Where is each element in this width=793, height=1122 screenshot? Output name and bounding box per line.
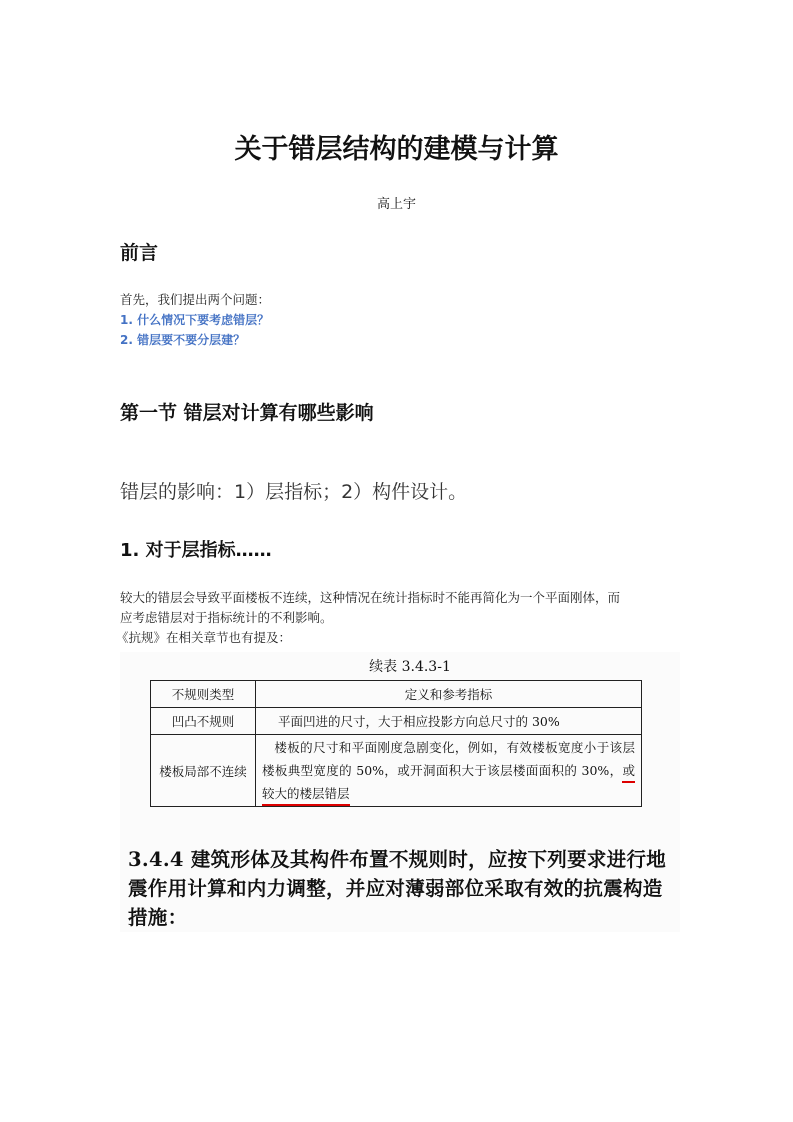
irregularity-table [150,680,642,807]
clause-line: 震作用计算和内力调整，并应对薄弱部位采取有效的抗震构造 [128,877,663,900]
table-cell: 凹凸不规则 [151,708,256,735]
clause-line: 3.4.4 建筑形体及其构件布置不规则时，应按下列要求进行地 [128,848,667,871]
table-cell [256,735,642,807]
clause-line: 措施： [128,906,188,929]
document-title: 关于错层结构的建模与计算 [234,134,559,165]
author: 高上宇 [376,197,416,212]
preface-intro: 首先，我们提出两个问题： [120,292,271,307]
paragraph-line: 较大的错层会导致平面楼板不连续，这种情况在统计指标时不能再简化为一个平面刚体，而 [120,590,621,605]
header-cell: 定义和参考指标 [256,681,642,708]
question-2: 2. 错层要不要分层建？ [120,333,246,347]
cell-text: 楼板的尺寸和平面刚度急剧变化，例如，有效楼板宽度小于该层楼板典型宽度的 50%，或开洞面积大于该层楼面面积的 30%， [262,740,635,778]
underlined-text: 或较大的楼层错层 [262,763,635,806]
table-row [151,735,642,807]
sub-heading: 1. 对于层指标…… [120,540,272,561]
table-header-row [151,681,642,708]
table-row [151,708,642,735]
preface-heading: 前言 [120,242,159,264]
impact-line: 错层的影响：1）层指标；2）构件设计。 [120,481,468,503]
question-1: 1. 什么情况下要考虑错层？ [120,313,270,327]
table-cell: 楼板局部不连续 [151,735,256,807]
table-cell: 平面凹进的尺寸，大于相应投影方向总尺寸的 30% [256,708,642,735]
paragraph-line: 应考虑错层对于指标统计的不利影响。 [120,610,333,625]
section-heading: 第一节 错层对计算有哪些影响 [120,402,374,424]
table-caption: 续表 3.4.3-1 [369,659,451,675]
paragraph-line: 《抗规》在相关章节也有提及： [116,630,292,645]
header-cell: 不规则类型 [151,681,256,708]
